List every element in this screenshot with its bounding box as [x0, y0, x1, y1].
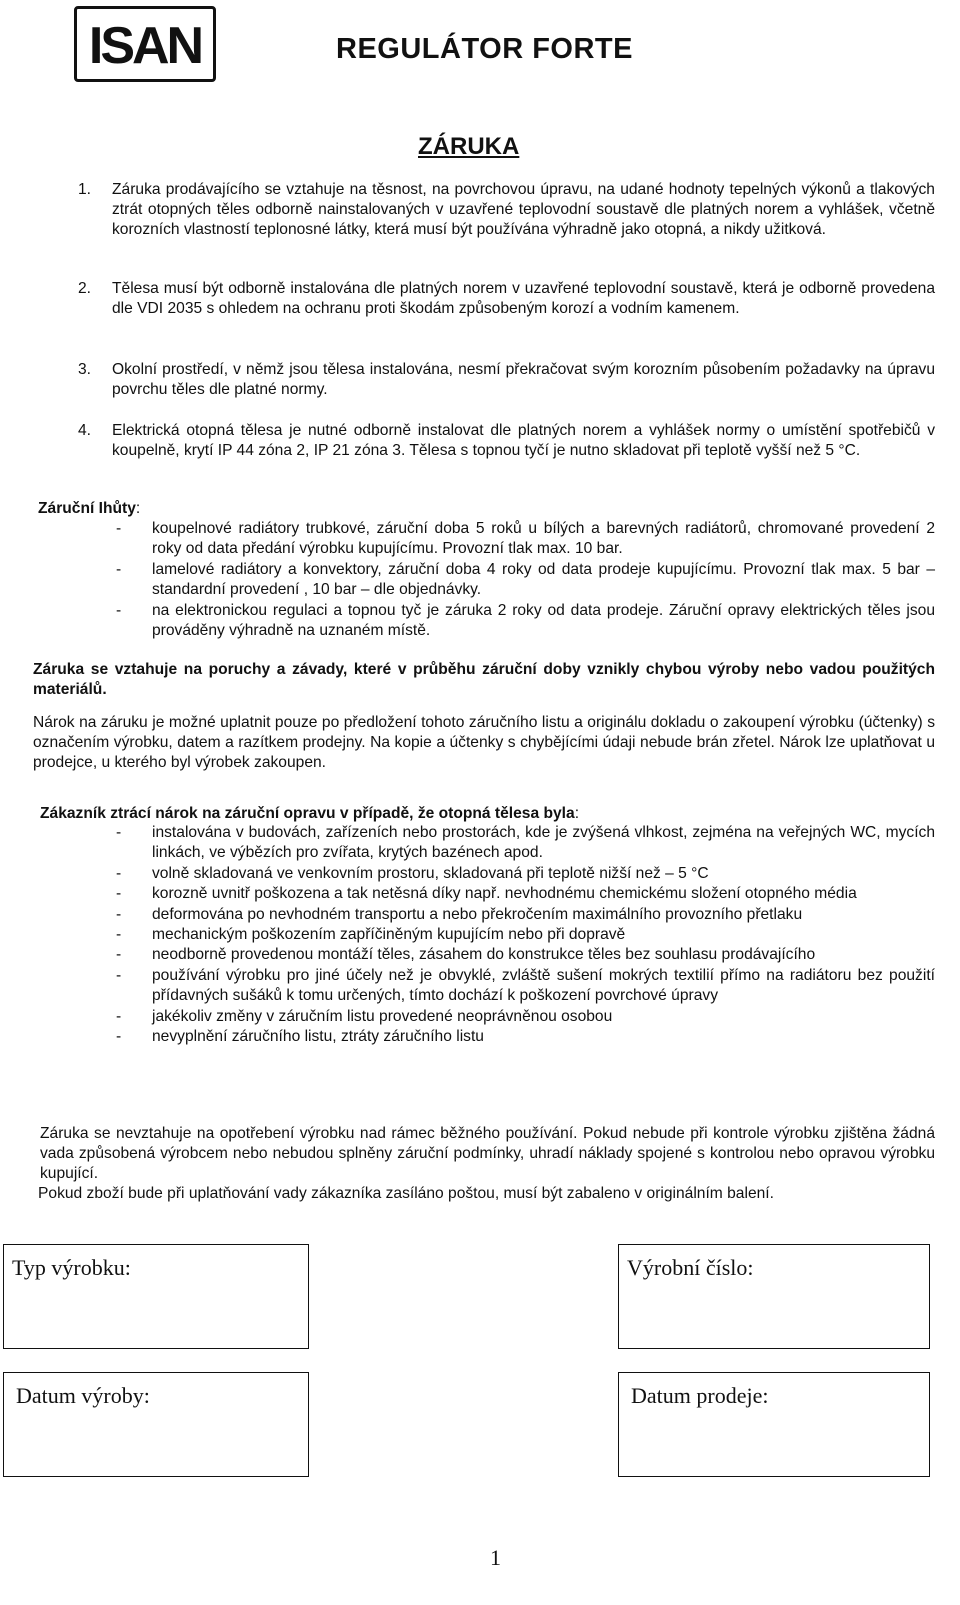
list-item: - koupelnové radiátory trubkové, záruční doba 5 roků u bílých a barevných radiátorů, chromované provedení 2 roky od data předání výrobku kupujícímu. Provozní tlak max. 10 bar.	[112, 519, 935, 560]
numbered-paragraph	[78, 360, 935, 400]
production-date-box[interactable]	[3, 1372, 309, 1477]
claim-paragraph: Nárok na záruku je možné uplatnit pouze po předložení tohoto záručního listu a originálu dokladu o zakoupení výrobku (účtenky) s označením výrobku, datem a razítkem prodejny. Na kopie a účtenky s chybějícími údaji nebude brán zřetel. Nárok lze uplatňovat u prodejce, u kterého byl výrobek zakoupen.	[33, 714, 935, 771]
page-heading: ZÁRUKA	[418, 133, 520, 160]
numbered-paragraph	[78, 180, 935, 240]
sale-date-label: Datum prodeje:	[631, 1383, 769, 1408]
paragraph-number: 3.	[78, 361, 92, 378]
paragraph-text: Záruka prodávajícího se vztahuje na těsnost, na povrchovou úpravu, na udané hodnoty tepelných výkonů a tlakových ztrát otopných těles odborně nainstalovaných v uzavřené teplovodní soustavě dle platných norem a vyhlášek, včetně korozních vlastností teplonosné látky, která musí být používána výhradně jako otopná, a nikdy užitková.	[112, 181, 935, 238]
paragraph-number: 4.	[78, 422, 92, 439]
loss-of-warranty-title	[40, 804, 579, 824]
title-colon: :	[135, 500, 141, 517]
isan-logo-graphic	[77, 9, 213, 79]
title-colon: :	[574, 805, 580, 822]
list-item: - lamelové radiátory a konvektory, záruční doba 4 roky od data prodeje kupujícímu. Provozní tlak max. 5 bar – standardní provedení , 10 bar – dle objednávky.	[112, 560, 935, 601]
product-type-label: Typ výrobku:	[12, 1255, 131, 1280]
paragraph-number: 1.	[78, 181, 92, 198]
sale-date-box[interactable]	[618, 1372, 930, 1477]
production-date-label: Datum výroby:	[16, 1383, 150, 1408]
list-item: - volně skladovaná ve venkovním prostoru, skladovaná při teplotě nižší než – 5 °C	[112, 864, 935, 884]
document-title: REGULÁTOR FORTE	[336, 33, 633, 65]
loss-title-text: Zákazník ztrácí nárok na záruční opravu v případě, že otopná tělesa byla	[40, 805, 575, 822]
list-item: - jakékoliv změny v záručním listu provedené neoprávněnou osobou	[112, 1007, 935, 1027]
list-item: - na elektronickou regulaci a topnou tyč je záruka 2 roky od data prodeje. Záruční opravy elektrických těles jsou prováděny výhradně na uznaném místě.	[112, 601, 935, 642]
warranty-periods-title-text: Záruční Ihůty	[38, 500, 136, 517]
serial-number-box[interactable]	[618, 1244, 930, 1349]
isan-logo	[74, 6, 216, 82]
product-type-box[interactable]	[3, 1244, 309, 1349]
warranty-periods-title	[38, 499, 140, 519]
list-item: - korozně uvnitř poškozena a tak netěsná díky např. nevhodnému chemickému složení otopného média	[112, 884, 935, 904]
list-item: - deformována po nevhodném transportu a nebo překročením maximálního provozního přetlaku	[112, 905, 935, 925]
packaging-paragraph: Pokud zboží bude při uplatňování vady zákazníka zasíláno poštou, musí být zabaleno v originálním balení.	[38, 1185, 774, 1202]
loss-of-warranty-list	[112, 823, 935, 1047]
serial-number-label: Výrobní číslo:	[627, 1255, 754, 1280]
warranty-periods-list	[112, 519, 935, 641]
paragraph-number: 2.	[78, 280, 92, 297]
logo-text: ISAN	[88, 17, 202, 75]
paragraph-text: Elektrická otopná tělesa je nutné odborně instalovat dle platných norem a vyhlášek normy o umístění spotřebičů v koupelně, krytí IP 44 zóna 2, IP 21 zóna 3. Tělesa s topnou tyčí je nutno skladovat při teplotě vyšší než 5 °C.	[112, 422, 935, 459]
numbered-paragraph	[78, 421, 935, 461]
list-item: - mechanickým poškozením zapříčiněným kupujícím nebo při dopravě	[112, 925, 935, 945]
page-number: 1	[490, 1545, 501, 1570]
list-item: - neodborně provedenou montáží těles, zásahem do konstrukce těles bez souhlasu prodávajícího	[112, 945, 935, 965]
list-item: - instalována v budovách, zařízeních nebo prostorách, kde je zvýšená vlhkost, zejména na veřejných WC, mycích linkách, ve výbězích pro zvířata, krytých bazénech apod.	[112, 823, 935, 864]
coverage-statement: Záruka se vztahuje na poruchy a závady, které v průběhu záruční doby vznikly chybou výroby nebo vadou použitých materiálů.	[33, 661, 935, 698]
wear-paragraph: Záruka se nevztahuje na opotřebení výrobku nad rámec běžného používání. Pokud nebude při kontrole výrobku zjištěna žádná vada způsobená výrobcem nebo nebudou splněny záruční podmínky, uhradí náklady spojené s kontrolou nebo opravou výrobku kupující.	[40, 1125, 935, 1182]
numbered-paragraph	[78, 279, 935, 319]
paragraph-text: Tělesa musí být odborně instalována dle platných norem v uzavřené teplovodní soustavě, která je odborně provedena dle VDI 2035 s ohledem na ochranu proti škodám způsobeným korozí a vodním kamenem.	[112, 280, 935, 317]
list-item: - používání výrobku pro jiné účely než je obvyklé, zvláště sušení mokrých textilií přímo na radiátoru bez použití přídavných sušáků k tomu určených, tímto dochází k poškození povrchové úpravy	[112, 966, 935, 1007]
paragraph-text: Okolní prostředí, v němž jsou tělesa instalována, nesmí překračovat svým korozním působením požadavky na úpravu povrchu těles dle platné normy.	[112, 361, 935, 398]
list-item: - nevyplnění záručního listu, ztráty záručního listu	[112, 1027, 935, 1047]
